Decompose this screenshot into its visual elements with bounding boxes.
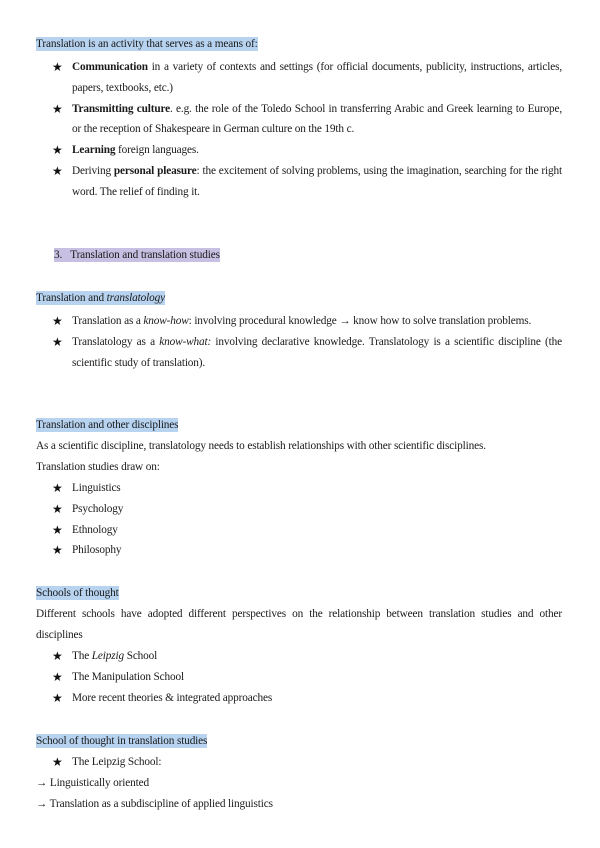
list-item: ★ Psychology [52, 499, 562, 520]
star-icon: ★ [52, 649, 63, 663]
list-item: ★ Transmitting culture. e.g. the role of the Toledo School in transferring Arabic and Greek learning to Europe, or the reception of Shakespeare in German culture on the 19th c. [52, 99, 562, 141]
star-icon: ★ [52, 314, 63, 328]
disciplines-heading: Translation and other disciplines [36, 419, 179, 431]
list-item: ★ Ethnology [52, 520, 562, 541]
star-icon: ★ [52, 690, 63, 705]
star-icon: ★ [52, 755, 63, 769]
schools-heading: Schools of thought [36, 587, 119, 599]
list-item: ★ Philosophy [52, 540, 562, 561]
arrow-line: → Translation as a subdiscipline of applied linguistics [36, 798, 273, 810]
list-item: ★ The Leipzig School [52, 646, 562, 667]
schools-list [52, 646, 562, 708]
star-icon: ★ [52, 669, 63, 684]
list-item: ★ Communication in a variety of contexts and settings (for official documents, publicity, instructions, articles, papers, textbooks, etc.) [52, 57, 562, 99]
star-icon: ★ [52, 163, 63, 178]
star-icon: ★ [52, 522, 63, 537]
translatology-list [52, 311, 562, 373]
list-item: ★ Translation as a know-how: involving procedural knowledge → know how to solve translation problems. [52, 311, 562, 332]
list-item: ★ Translatology as a know-what: involving declarative knowledge. Translatology is a scientific discipline (the scientific study of translation). [52, 332, 562, 374]
translatology-heading: Translation and translatology [36, 292, 165, 304]
star-icon: ★ [52, 543, 63, 558]
star-icon: ★ [52, 501, 63, 516]
section-heading: 3. Translation and translation studies [54, 249, 220, 261]
intro-list [52, 57, 562, 203]
star-icon: ★ [52, 60, 63, 74]
arrow-line: → Linguistically oriented [36, 777, 149, 789]
disciplines-paragraph: As a scientific discipline, translatology needs to establish relationships with other scientific disciplines. Translation studies draw on: [36, 440, 486, 473]
list-item: ★ The Manipulation School [52, 667, 562, 688]
school-ts-heading: School of thought in translation studies [36, 735, 208, 747]
star-icon: ★ [52, 334, 63, 349]
list-item: ★ More recent theories & integrated approaches [52, 688, 562, 709]
schools-paragraph: Different schools have adopted different perspectives on the relationship between translation studies and other disciplines [36, 608, 562, 641]
intro-heading: Translation is an activity that serves as a means of: [36, 38, 258, 50]
list-item: ★ Deriving personal pleasure: the excitement of solving problems, using the imagination, searching for the right word. The relief of finding it. [52, 161, 562, 203]
star-icon: ★ [52, 101, 63, 116]
list-item: ★ Learning foreign languages. [52, 140, 562, 161]
star-icon: ★ [52, 481, 63, 495]
list-item: ★ The Leipzig School: [52, 752, 562, 773]
disciplines-list [52, 478, 562, 561]
school-ts-list [52, 752, 562, 773]
list-item: ★ Linguistics [52, 478, 562, 499]
star-icon: ★ [52, 143, 63, 158]
